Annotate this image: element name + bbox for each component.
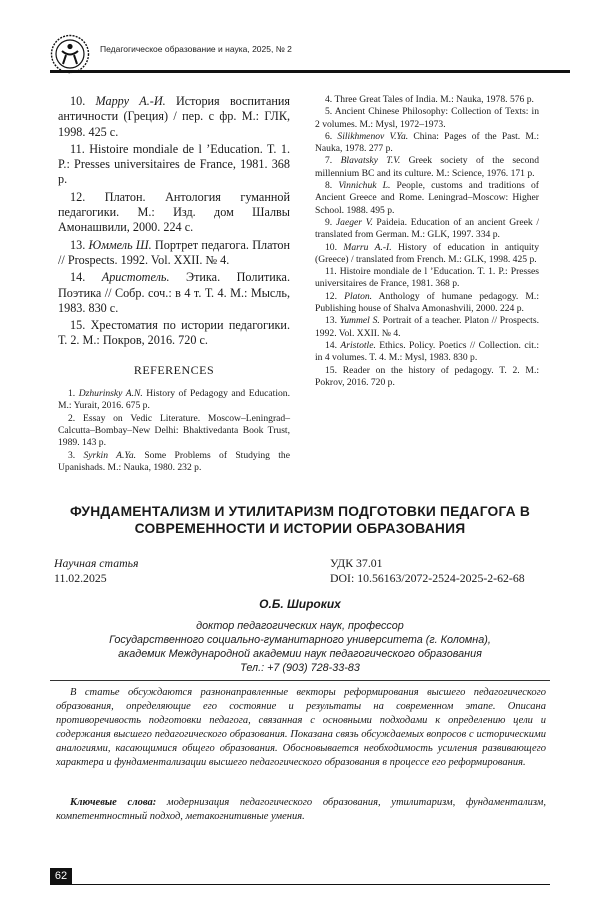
reference-item: 14. Aristotle. Ethics. Policy. Poetics // Collection. cit.: in 4 volumes. T. 4. M.: Mysl, 1983. 830 p. bbox=[315, 339, 539, 364]
article-type: Научная статья bbox=[54, 556, 139, 570]
article-meta-right bbox=[330, 556, 525, 585]
footer-rule bbox=[50, 884, 550, 885]
reference-item: 2. Essay on Vedic Literature. Moscow–Leningrad–Calcutta–Bombay–New Delhi: Bhaktivedanta Book Trust, 1989. 143 p. bbox=[58, 412, 290, 449]
journal-title: Педагогическое образование и наука, 2025, № 2 bbox=[100, 44, 292, 54]
reference-item: 4. Three Great Tales of India. M.: Nauka, 1978. 576 p. bbox=[325, 94, 534, 105]
journal-logo-icon bbox=[50, 34, 90, 74]
reference-item: 12. Platon. Anthology of humane pedagogy. M.: Publishing house of Shalva Amonashvili, 2000. 224 p. bbox=[315, 290, 539, 315]
abstract: В статье обсуждаются разнонаправленные векторы реформирования высшего педагогического образования, определяющие его состояние и результаты на современном этапе. Описана противоречивость подготовки педагога, связанная с основными подходами к определению цели и содержания высшего педагогического образования. Показана связь обсуждаемых вопросов с историческими аналогиями, касающимися общего образования. Обосновывается необходимость усиления развивающего характера и фундаментализации высшего педагогического образования в процессе его реформирования. bbox=[56, 687, 546, 768]
author-name: О.Б. Широких bbox=[259, 597, 341, 611]
affiliation-line: доктор педагогических наук, профессор bbox=[196, 620, 404, 632]
reference-item: 5. Ancient Chinese Philosophy: Collection of Texts: in 2 volumes. M.: Mysl, 1972–1973. bbox=[315, 106, 539, 130]
article-date: 11.02.2025 bbox=[54, 570, 107, 585]
article-title: ФУНДАМЕНТАЛИЗМ И УТИЛИТАРИЗМ ПОДГОТОВКИ ПЕДАГОГА В СОВРЕМЕННОСТИ И ИСТОРИИ ОБРАЗОВАНИЯ bbox=[69, 504, 530, 536]
reference-item: 9. Jaeger V. Paideia. Education of an ancient Greek / translated from German. M.: GLK, 1997. 334 p. bbox=[315, 216, 539, 241]
affiliation-line: Государственного социально-гуманитарного университета (г. Коломна), bbox=[109, 634, 491, 646]
keywords: Ключевые слова: модернизация педагогического образования, утилитаризм, фундаментализм, компетентностный подход, метакогнитивные умения. bbox=[56, 797, 546, 822]
affiliation-phone: Тел.: +7 (903) 728-33-83 bbox=[240, 662, 360, 674]
reference-item: 15. Reader on the history of pedagogy. T. 2. M.: Pokrov, 2016. 720 p. bbox=[315, 364, 540, 388]
reference-item: 12. Платон. Антология гуманной педагогики. М.: Изд. дом Шалвы Амонашвили, 2000. 224 с. bbox=[58, 189, 290, 235]
article-meta-left bbox=[54, 556, 138, 585]
reference-item: 1. Dzhurinsky A.N. History of Pedagogy and Education. M.: Yurait, 2016. 675 p. bbox=[58, 387, 290, 412]
header-rule bbox=[50, 70, 570, 73]
left-column bbox=[58, 94, 290, 475]
reference-item: 6. Silikhmenov V.Ya. China: Pages of the Past. M.: Nauka, 1978. 277 p. bbox=[315, 130, 539, 155]
affiliation-line: академик Международной академии наук педагогического образования bbox=[118, 648, 482, 660]
reference-item: 11. Histoire mondiale de l ’Education. T. 1. P.: Presses universitaires de France, 1981. 368 p. bbox=[315, 266, 539, 290]
author-affiliation bbox=[0, 619, 600, 675]
abstract-rule bbox=[50, 680, 550, 681]
references-heading: REFERENCES bbox=[133, 362, 215, 377]
reference-item: 13. Юммель Ш. Портрет педагога. Платон // Prospects. 1992. Vol. XXII. № 4. bbox=[58, 237, 290, 267]
english-references-left bbox=[58, 388, 290, 475]
right-column bbox=[315, 94, 539, 389]
reference-item: 15. Хрестоматия по истории педагогики. Т. 2. М.: Покров, 2016. 720 с. bbox=[58, 318, 290, 348]
udc-code: УДК 37.01 bbox=[330, 556, 383, 570]
page-number: 62 bbox=[50, 868, 72, 885]
reference-item: 10. Марру А.-И. История воспитания античности (Греция) / пер. с фр. М.: ГЛК, 1998. 425 с. bbox=[58, 94, 290, 139]
reference-item: 7. Blavatsky T.V. Greek society of the second millennium BC and its culture. M.: Science, 1976. 171 p. bbox=[315, 155, 539, 179]
reference-item: 11. Histoire mondiale de l ’Education. T. 1. P.: Presses universitaires de France, 1981. 368 p. bbox=[58, 141, 291, 187]
reference-item: 13. Yummel S. Portrait of a teacher. Platon // Prospects. 1992. Vol. XXII. № 4. bbox=[315, 315, 539, 339]
reference-item: 3. Syrkin A.Ya. Some Problems of Studying the Upanishads. M.: Nauka, 1980. 232 p. bbox=[58, 449, 290, 474]
reference-item: 8. Vinnichuk L. People, customs and traditions of Ancient Greece and Rome. Leningrad–Moscow: Higher School. 1988. 495 p. bbox=[315, 180, 539, 216]
reference-item: 10. Marru A.-I. History of education in antiquity (Greece) / translated from French. M.: GLK, 1998. 425 p. bbox=[315, 241, 540, 265]
russian-references bbox=[58, 94, 290, 349]
doi: DOI: 10.56163/2072-2524-2025-2-62-68 bbox=[330, 570, 525, 585]
reference-item: 14. Аристотель. Этика. Политика. Поэтика // Собр. соч.: в 4 т. Т. 4. М.: Мысль, 1983. 830 с. bbox=[58, 270, 291, 315]
